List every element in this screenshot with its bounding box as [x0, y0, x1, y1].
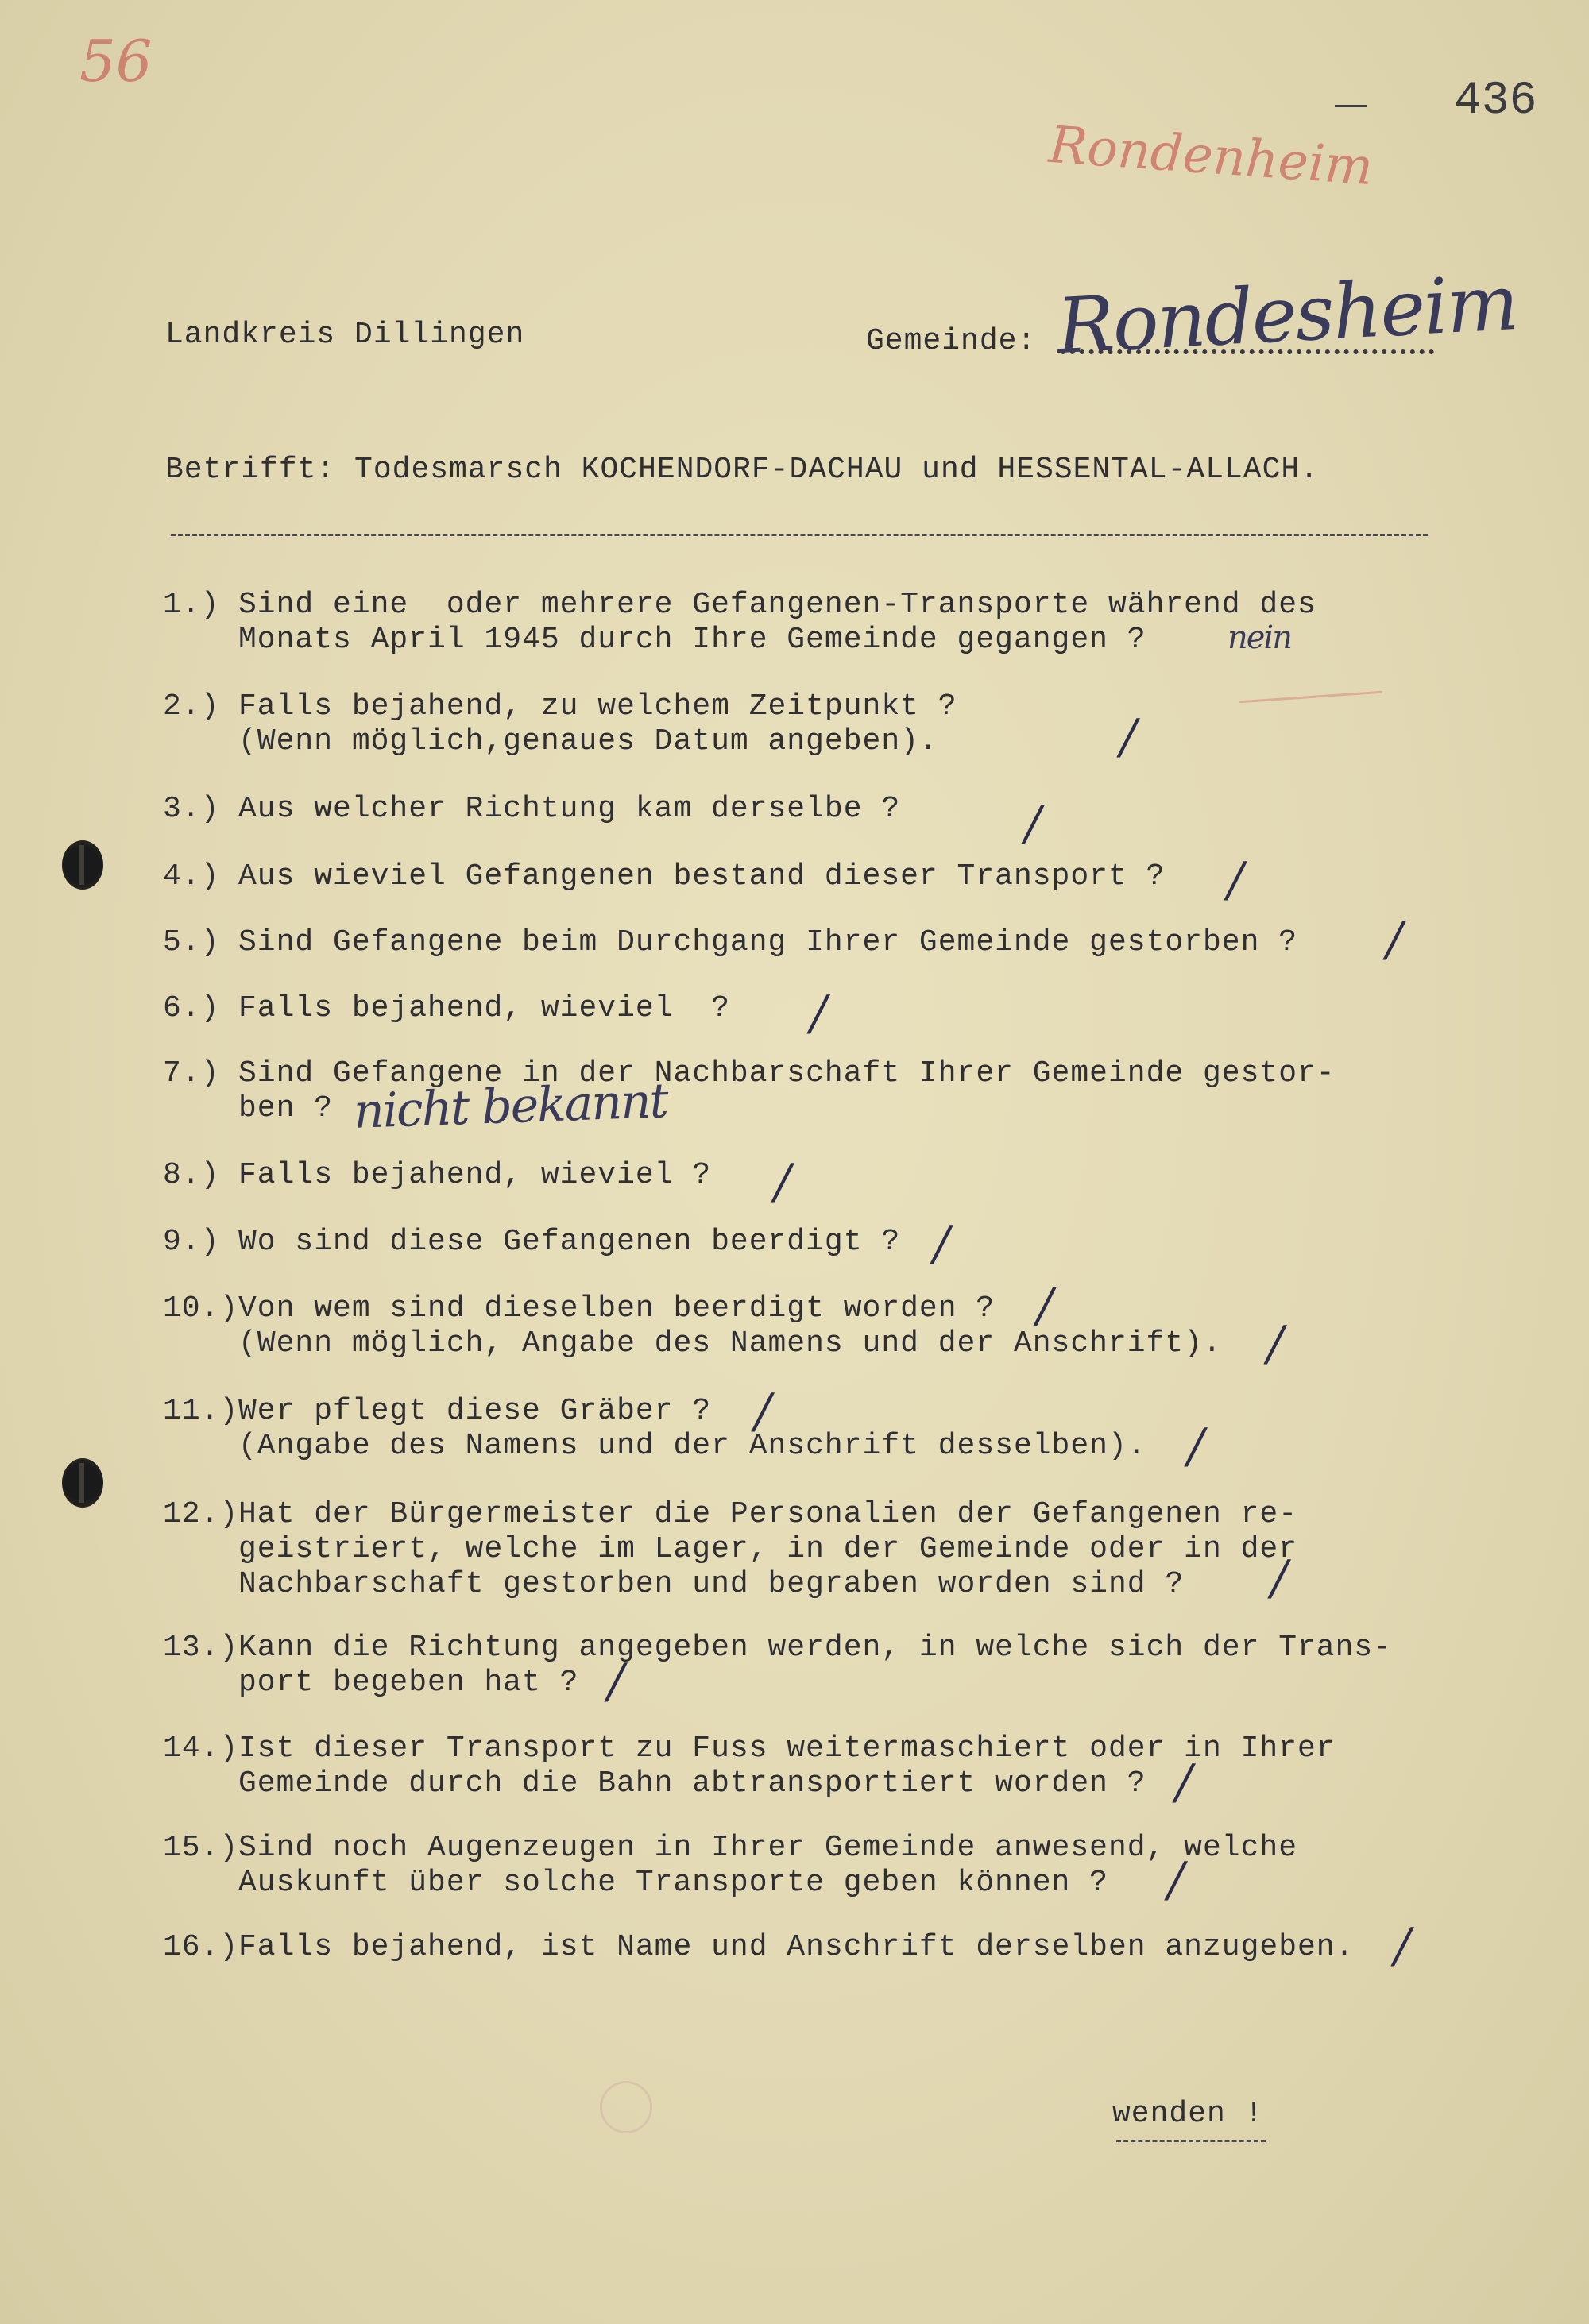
subject-line: Betrifft: Todesmarsch KOCHENDORF-DACHAU und HESSENTAL-ALLACH.: [165, 453, 1320, 487]
question-text: Wer pflegt diese Gräber ? (Angabe des Namens und der Anschrift desselben).: [238, 1394, 1146, 1463]
landkreis-label: Landkreis Dillingen: [165, 318, 525, 352]
answer-tick: /: [1168, 1852, 1185, 1908]
question-text: Falls bejahend, wieviel ?: [238, 991, 730, 1025]
answer-tick: /: [1228, 852, 1244, 908]
faint-stamp-ghost: [600, 2081, 652, 2133]
answer-tick: /: [1176, 1755, 1193, 1810]
answer-tick: /: [608, 1654, 624, 1709]
answer-tick: /: [775, 1154, 791, 1210]
question-text: Sind Gefangene in der Nachbarschaft Ihrer Gemeinde gestor- ben ?: [238, 1056, 1336, 1125]
separator-dashed-line: [171, 534, 1428, 536]
folio-pencil-mark: 56: [79, 28, 153, 95]
punch-hole-bottom: [62, 1458, 103, 1508]
question-text: Aus welcher Richtung kam derselbe ?: [238, 792, 901, 826]
turn-over-note: wenden !: [1112, 2097, 1264, 2131]
question-number: 6.): [163, 991, 220, 1025]
question-number: 13.): [163, 1631, 239, 1665]
answer-tick-second: /: [1267, 1316, 1284, 1372]
turn-over-underline: [1116, 2140, 1266, 2142]
answer-tick: /: [755, 1384, 771, 1439]
question-number: 12.): [163, 1497, 239, 1531]
page-number: 436: [1454, 75, 1537, 127]
stray-red-stroke: [1239, 691, 1382, 704]
question-number: 5.): [163, 925, 220, 959]
question-text: Falls bejahend, zu welchem Zeitpunkt ? (Wenn möglich,genaues Datum angeben).: [238, 689, 957, 759]
punch-hole-top: [62, 840, 103, 890]
gemeinde-handwritten-name: Rondesheim: [1054, 257, 1520, 372]
gemeinde-label: Gemeinde:: [866, 324, 1037, 358]
question-text: Falls bejahend, ist Name und Anschrift derselben anzugeben.: [238, 1930, 1355, 1964]
question-number: 4.): [163, 859, 220, 894]
question-number: 7.): [163, 1056, 220, 1091]
answer-handwritten: nein: [1228, 620, 1291, 656]
stray-dash-mark: [1335, 105, 1367, 107]
question-number: 16.): [163, 1930, 239, 1964]
question-number: 11.): [163, 1394, 239, 1428]
answer-tick: /: [1025, 796, 1042, 851]
question-number: 1.): [163, 588, 220, 622]
answer-tick: /: [1394, 1918, 1411, 1974]
answer-tick-second: /: [1188, 1419, 1204, 1474]
question-text: Hat der Bürgermeister die Personalien der Gefangenen re- geistriert, welche im Lager, in der Gemeinde oder in der Nachbarschaft gestorben und begraben worden sind ?: [238, 1497, 1298, 1601]
answer-handwritten: nicht bekannt: [352, 1073, 668, 1140]
question-text: Sind noch Augenzeugen in Ihrer Gemeinde anwesend, welche Auskunft über solche Transporte geben können ?: [238, 1831, 1298, 1900]
answer-tick: /: [1271, 1550, 1288, 1606]
answer-tick: /: [1386, 912, 1403, 967]
answer-tick: /: [810, 986, 827, 1041]
question-text: Kann die Richtung angegeben werden, in welche sich der Trans- port begeben hat ?: [238, 1631, 1393, 1700]
question-number: 14.): [163, 1731, 239, 1766]
answer-tick: /: [934, 1216, 950, 1272]
answer-tick: /: [1037, 1278, 1054, 1334]
answer-tick: /: [1120, 709, 1137, 765]
question-text: Sind Gefangene beim Durchgang Ihrer Gemeinde gestorben ?: [238, 925, 1298, 959]
question-number: 15.): [163, 1831, 239, 1865]
question-text: Wo sind diese Gefangenen beerdigt ?: [238, 1225, 901, 1259]
question-number: 3.): [163, 792, 220, 826]
place-pencil-note: Rondenheim: [1046, 115, 1375, 198]
question-number: 8.): [163, 1158, 220, 1192]
question-number: 9.): [163, 1225, 220, 1259]
question-text: Von wem sind dieselben beerdigt worden ? (Wenn möglich, Angabe des Namens und der Anschrift).: [238, 1291, 1222, 1361]
question-text: Sind eine oder mehrere Gefangenen-Transporte während des Monats April 1945 durch Ihre Gemeinde gegangen ?: [238, 588, 1316, 657]
question-number: 10.): [163, 1291, 239, 1326]
question-number: 2.): [163, 689, 220, 724]
question-text: Falls bejahend, wieviel ?: [238, 1158, 712, 1192]
question-text: Ist dieser Transport zu Fuss weitermaschiert oder in Ihrer Gemeinde durch die Bahn abtransportiert worden ?: [238, 1731, 1336, 1801]
question-text: Aus wieviel Gefangenen bestand dieser Transport ?: [238, 859, 1166, 894]
